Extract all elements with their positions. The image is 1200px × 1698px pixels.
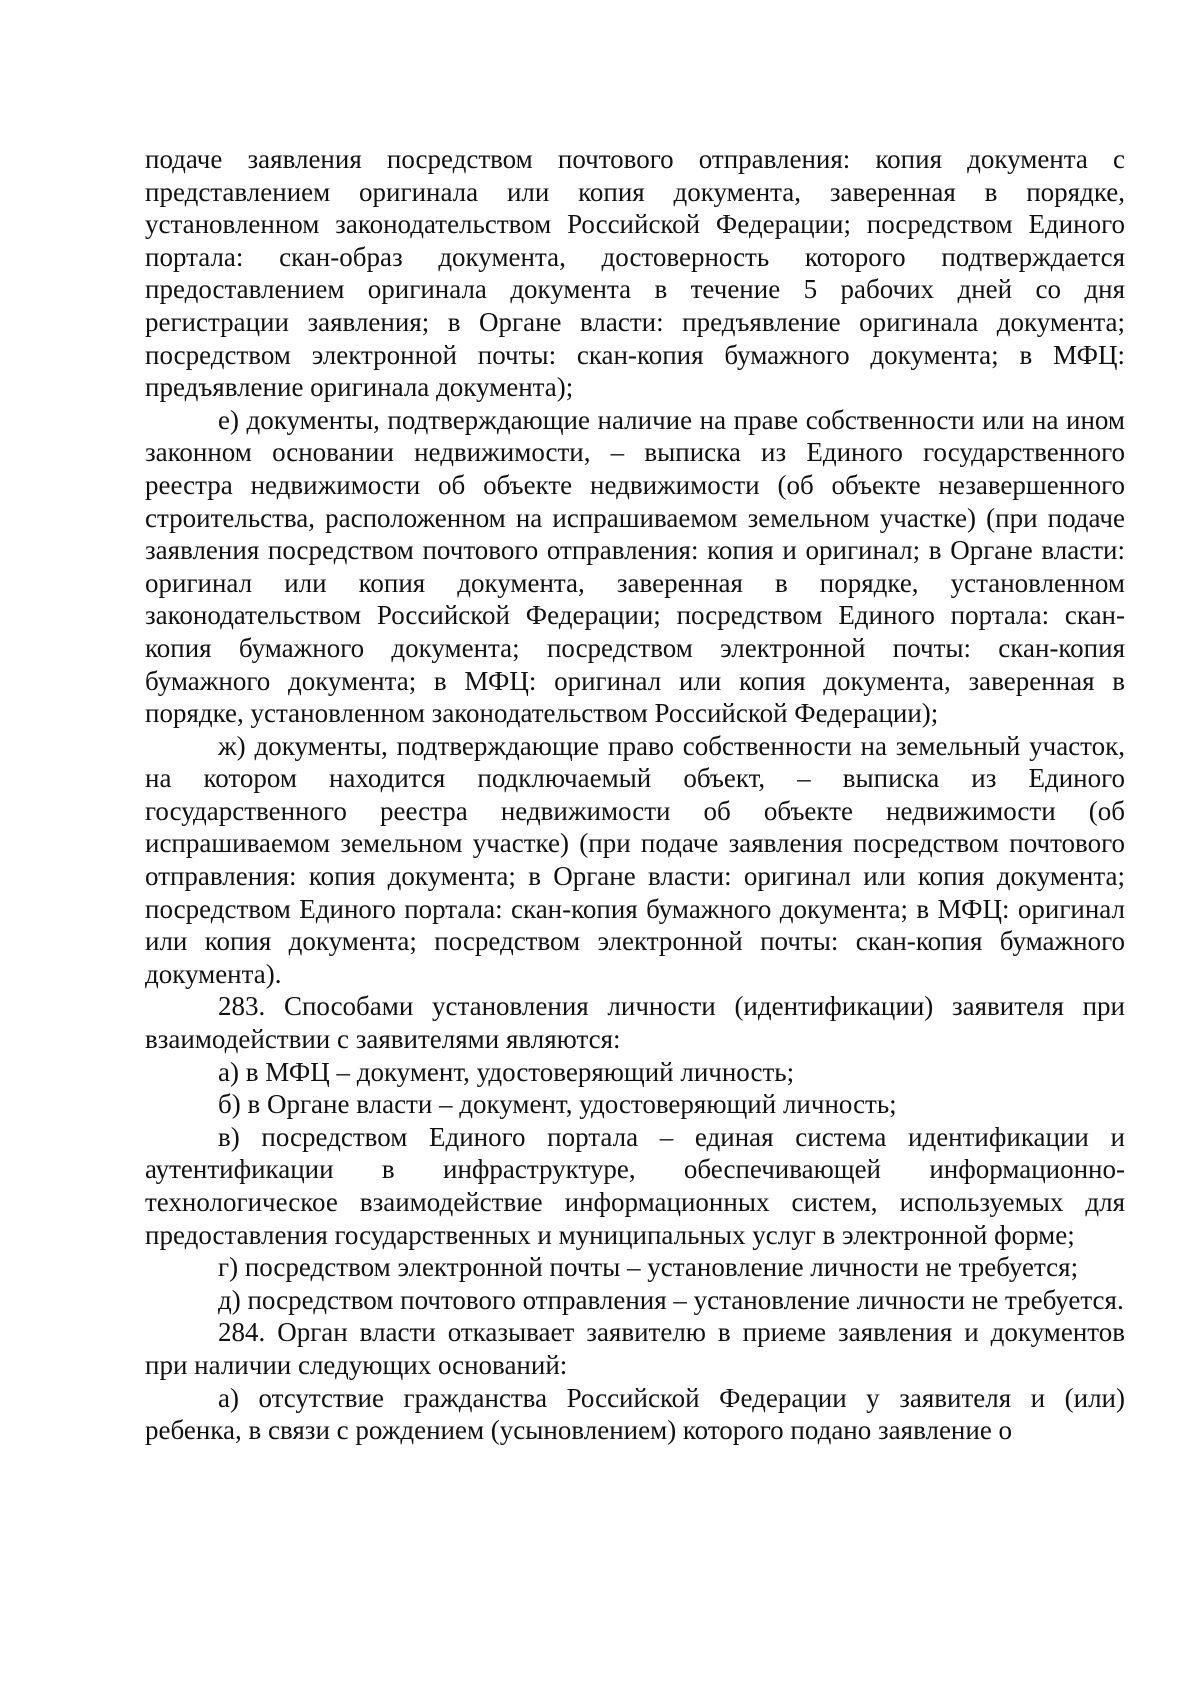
document-page <box>145 143 1125 1447</box>
paragraph-item-zh: ж) документы, подтверждающие право собственности на земельный участок, на котором находится подключаемый объект, – выписка из Единого государственного реестра недвижимости об объекте недвижимости (об испрашиваемом земельном участке) (при подаче заявления посредством почтового отправления: копия документа; в Органе власти: оригинал или копия документа; посредством Единого портала: скан-копия бумажного документа; в МФЦ: оригинал или копия документа; посредством электронной почты: скан-копия бумажного документа). <box>145 730 1125 989</box>
paragraph-clause-283: 283. Способами установления личности (идентификации) заявителя при взаимодействии с заявителями являются: <box>145 991 1125 1055</box>
paragraph-item-283-g: г) посредством электронной почты – установление личности не требуется; <box>218 1252 1079 1283</box>
paragraph-item-284-a: а) отсутствие гражданства Российской Федерации у заявителя и (или) ребенка, в связи с рождением (усыновлением) которого подано заявление о <box>145 1382 1125 1446</box>
paragraph-item-283-a: а) в МФЦ – документ, удостоверяющий личность; <box>218 1056 795 1087</box>
paragraph-item-283-b: б) в Органе власти – документ, удостоверяющий личность; <box>218 1089 897 1120</box>
paragraph-continuation: подаче заявления посредством почтового отправления: копия документа с представлением оригинала или копия документа, заверенная в порядке, установленном законодательством Российской Федерации; посредством Единого портала: скан-образ документа, достоверность которого подтверждается предоставлением оригинала документа в течение 5 рабочих дней со дня регистрации заявления; в Органе власти: предъявление оригинала документа; посредством электронной почты: скан-копия бумажного документа; в МФЦ: предъявление оригинала документа); <box>145 144 1125 403</box>
paragraph-clause-284: 284. Орган власти отказывает заявителю в приеме заявления и документов при наличии следующих оснований: <box>145 1317 1125 1380</box>
paragraph-item-283-d: д) посредством почтового отправления – установление личности не требуется. <box>218 1284 1124 1315</box>
paragraph-item-e: е) документы, подтверждающие наличие на праве собственности или на ином законном основании недвижимости, – выписка из Единого государственного реестра недвижимости об объекте недвижимости (об объекте незавершенного строительства, расположенном на испрашиваемом земельном участке) (при подаче заявления посредством почтового отправления: копия и оригинал; в Органе власти: оригинал или копия документа, заверенная в порядке, установленном законодательством Российской Федерации; посредством Единого портала: скан-копия бумажного документа; посредством электронной почты: скан-копия бумажного документа; в МФЦ: оригинал или копия документа, заверенная в порядке, установленном законодательством Российской Федерации); <box>145 404 1125 729</box>
paragraph-item-283-v: в) посредством Единого портала – единая система идентификации и аутентификации в инфраструктуре, обеспечивающей информационно-технологическое взаимодействие информационных систем, используемых для предоставления государственных и муниципальных услуг в электронной форме; <box>145 1121 1125 1250</box>
